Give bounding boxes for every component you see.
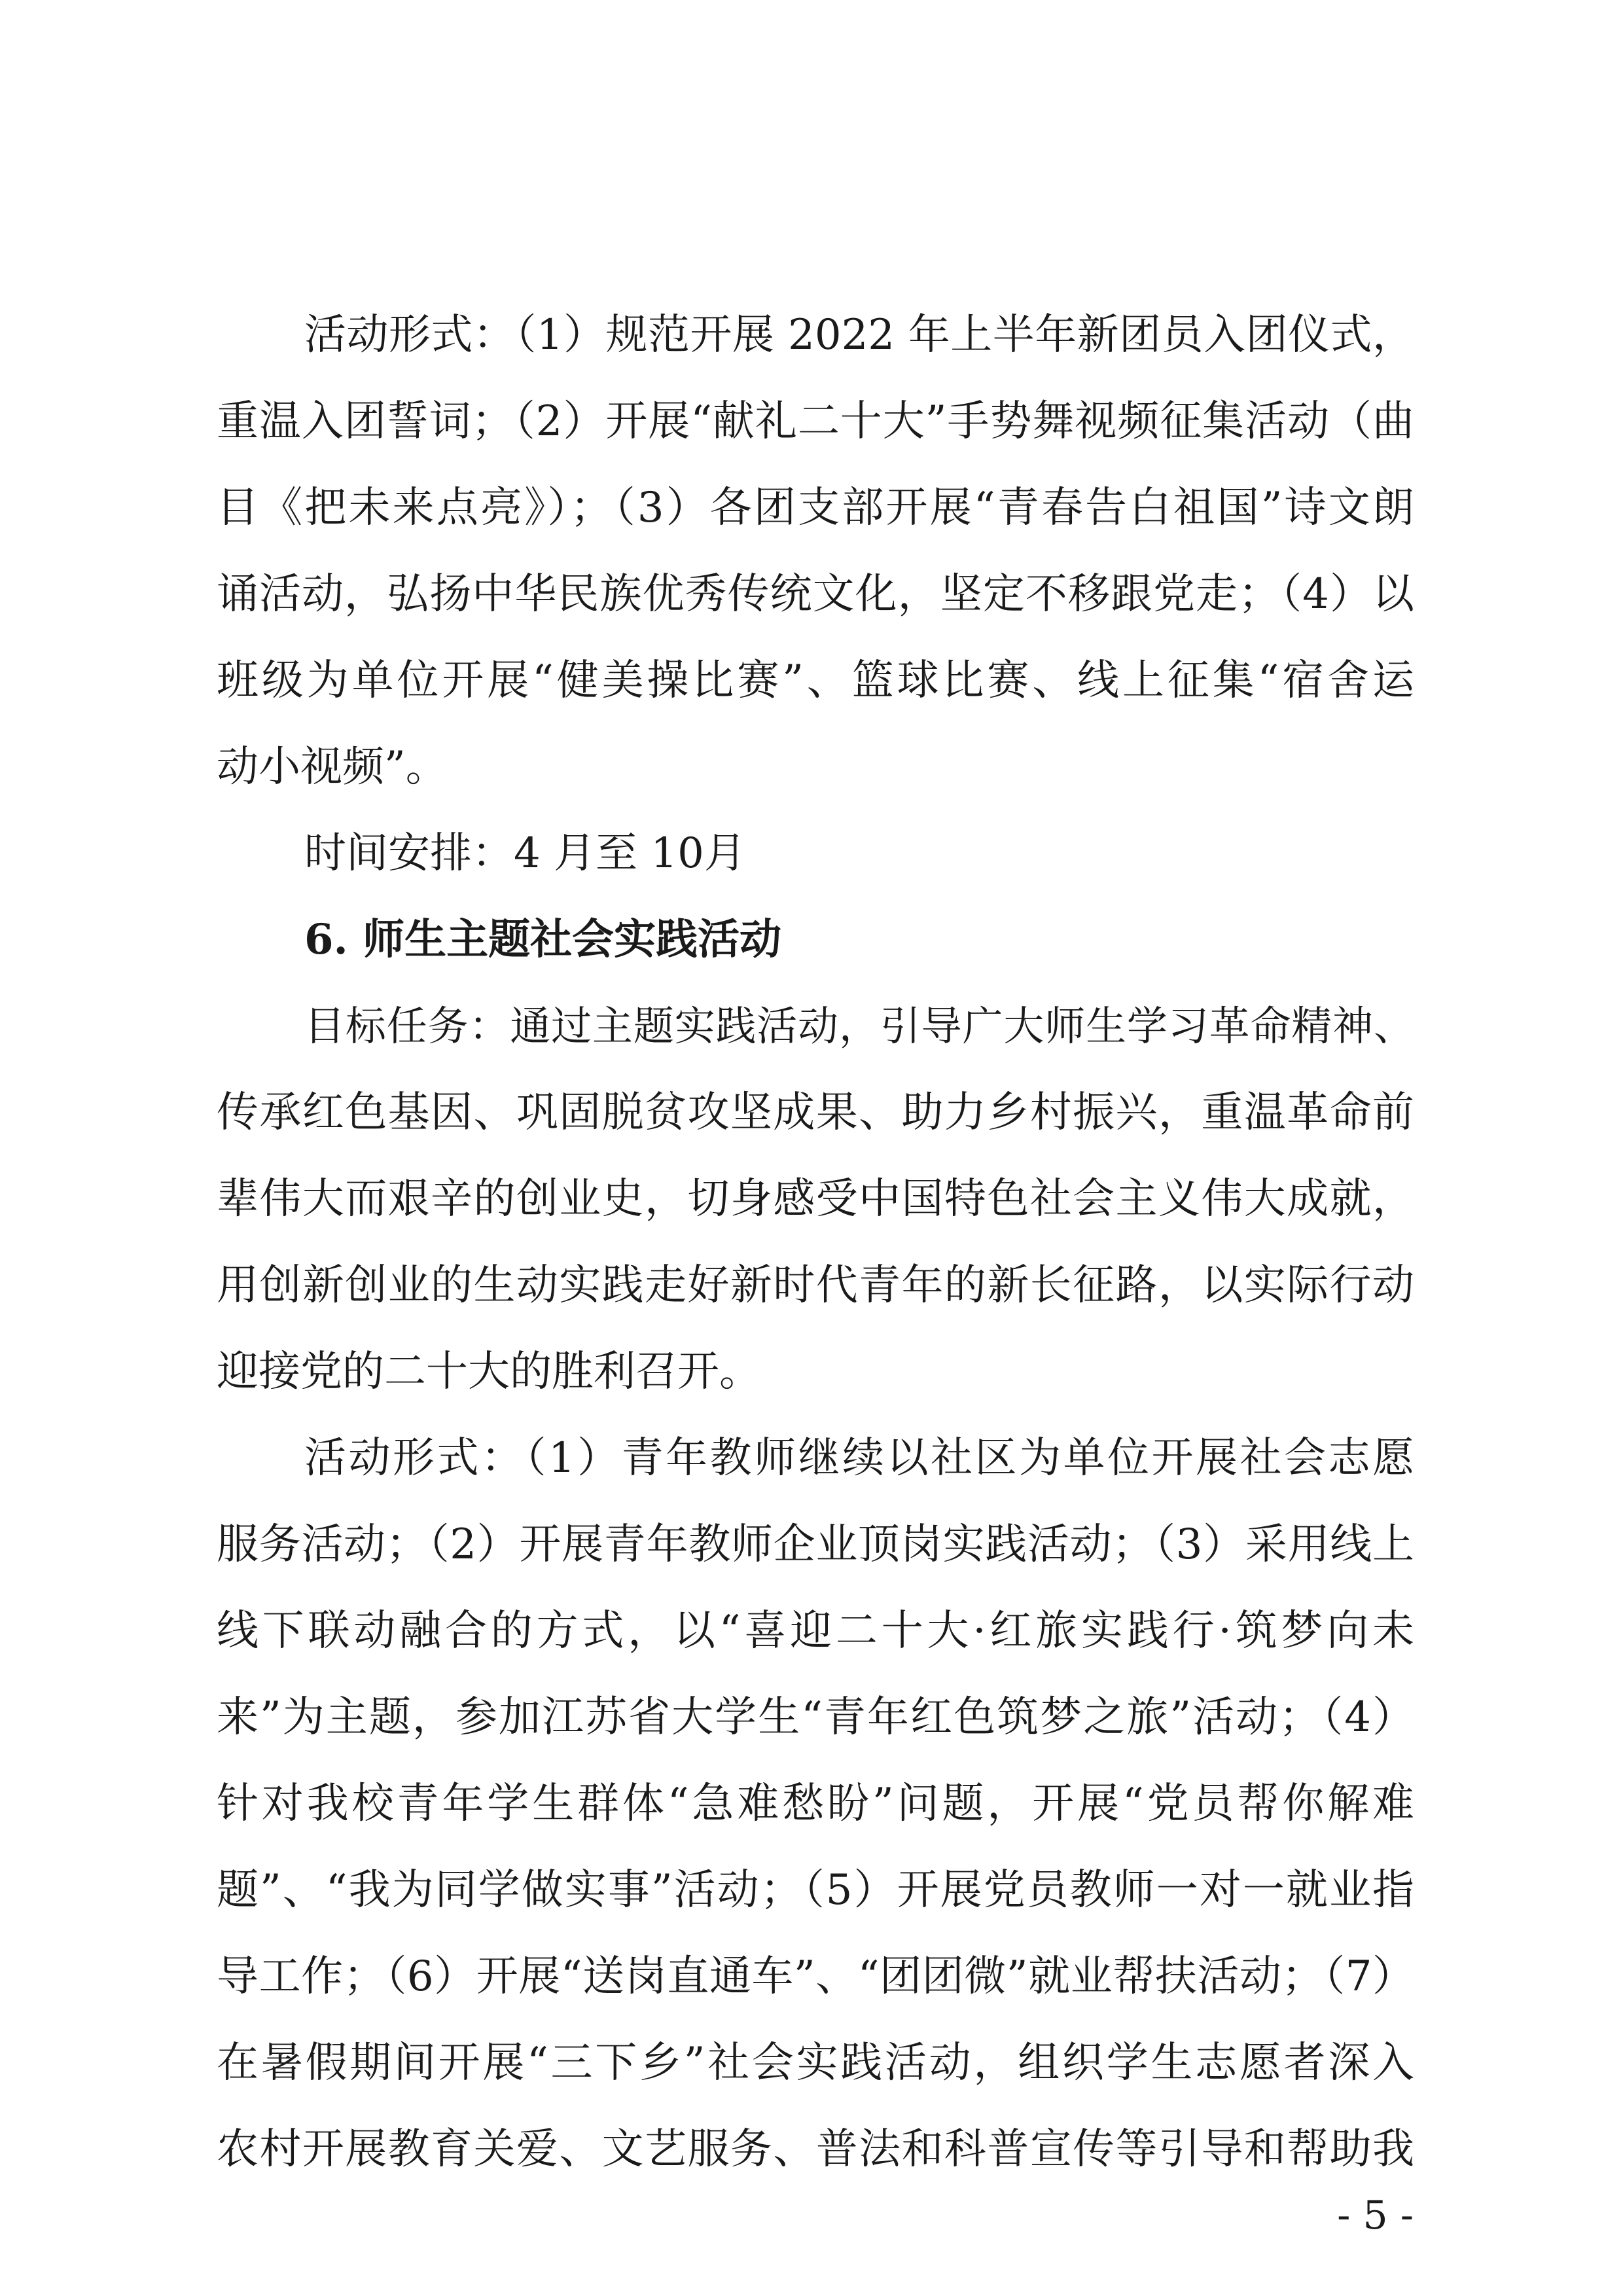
paragraph-line: 导工作；（6）开展“送岗直通车”、“团团微”就业帮扶活动；（7）	[217, 1952, 1414, 2001]
paragraph-line: 班级为单位开展“健美操比赛”、篮球比赛、线上征集“宿舍运	[217, 656, 1414, 705]
paragraph-line: 辈伟大而艰辛的创业史，切身感受中国特色社会主义伟大成就，	[217, 1175, 1414, 1223]
paragraph-line: 线下联动融合的方式，以“喜迎二十大·红旅实践行·筑梦向未	[217, 1607, 1414, 1655]
paragraph-line: 在暑假期间开展“三下乡”社会实践活动，组织学生志愿者深入	[217, 2039, 1414, 2087]
page-number: - 5 -	[1337, 2193, 1414, 2238]
paragraph-line: 目《把未来点亮》）；（3）各团支部开展“青春告白祖国”诗文朗	[217, 484, 1414, 532]
paragraph-line: 迎接党的二十大的胜利召开。	[217, 1348, 761, 1396]
paragraph-line: 活动形式：（1）规范开展 2022 年上半年新团员入团仪式，	[304, 311, 1414, 359]
paragraph-line: 诵活动，弘扬中华民族优秀传统文化，坚定不移跟党走；（4）以	[217, 570, 1414, 619]
paragraph-line: 活动形式：（1）青年教师继续以社区为单位开展社会志愿	[304, 1434, 1414, 1482]
paragraph-line: 题”、“我为同学做实事”活动；（5）开展党员教师一对一就业指	[217, 1866, 1414, 1914]
paragraph-line: 服务活动；（2）开展青年教师企业顶岗实践活动；（3）采用线上	[217, 1520, 1414, 1569]
paragraph-line: 农村开展教育关爱、文艺服务、普法和科普宣传等引导和帮助我	[217, 2125, 1414, 2174]
paragraph-line: 目标任务：通过主题实践活动，引导广大师生学习革命精神、	[304, 1002, 1414, 1050]
section-heading: 6. 师生主题社会实践活动	[304, 915, 782, 964]
paragraph-line: 针对我校青年学生群体“急难愁盼”问题，开展“党员帮你解难	[217, 1780, 1414, 1828]
paragraph-line: 用创新创业的生动实践走好新时代青年的新长征路，以实际行动	[217, 1261, 1414, 1310]
paragraph-line: 来”为主题，参加江苏省大学生“青年红色筑梦之旅”活动；（4）	[217, 1693, 1414, 1742]
paragraph-line: 传承红色基因、巩固脱贫攻坚成果、助力乡村振兴，重温革命前	[217, 1088, 1414, 1137]
schedule-line: 时间安排：4 月至 10月	[304, 829, 746, 878]
paragraph-line: 重温入团誓词；（2）开展“献礼二十大”手势舞视频征集活动（曲	[217, 397, 1414, 446]
paragraph-line: 动小视频”。	[217, 743, 448, 791]
